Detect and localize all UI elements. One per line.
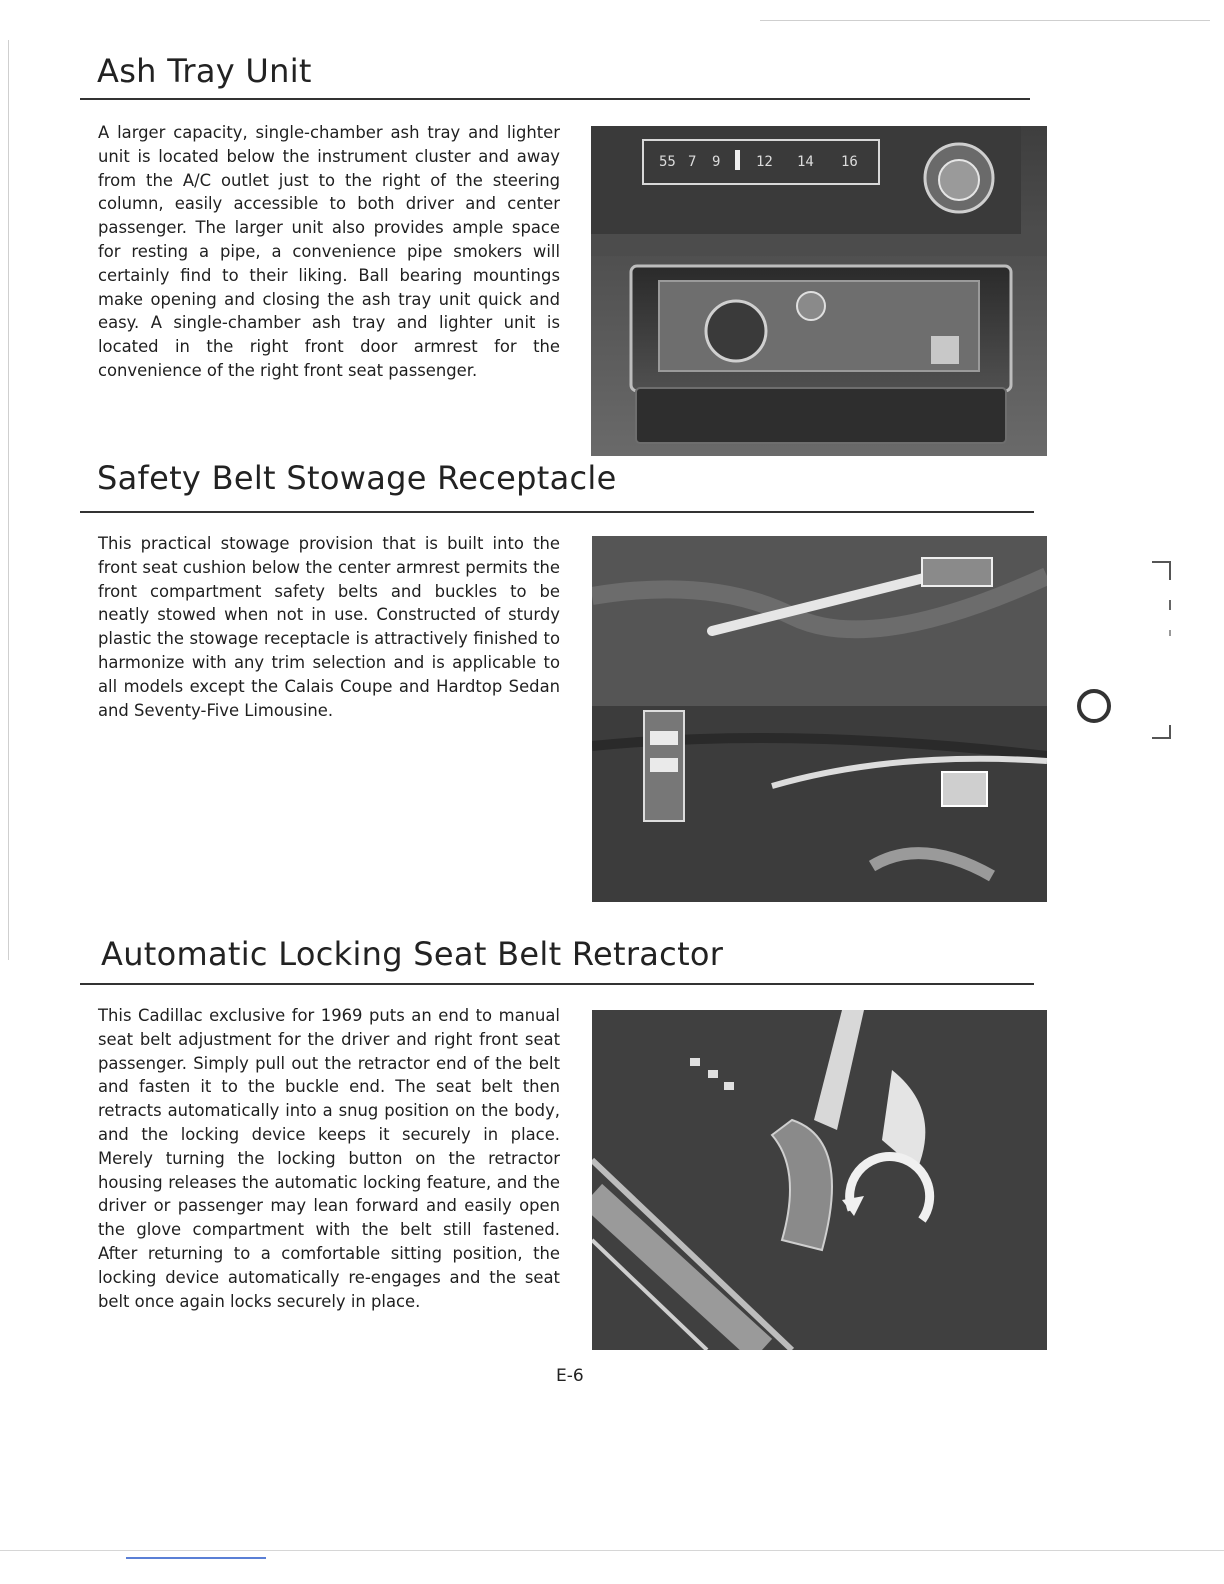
section-title-seat-belt-retractor: Automatic Locking Seat Belt Retractor	[101, 935, 724, 973]
gauge-label-16: 16	[841, 154, 858, 170]
top-edge-rule	[760, 20, 1210, 21]
section-body-safety-belt-stowage: This practical stowage provision that is built into the front seat cushion below the center armrest permits the front compartment safety belts and buckles to be neatly stowed when not in use. Constructed of sturdy plastic the stowage receptacle is attractively finished to harmonize with any trim selection and is applicable to all models except the Calais Coupe and Hardtop Sedan and Seventy-Five Limousine.	[98, 534, 560, 720]
gauge-label-7: 7	[688, 154, 697, 170]
section-rule-safety-belt-stowage	[80, 511, 1034, 513]
footer-rule	[0, 1550, 1224, 1551]
section-rule-ash-tray	[80, 98, 1030, 100]
seat-belt-retractor-photo	[592, 1010, 1047, 1350]
gauge-label-9: 9	[712, 154, 721, 170]
section-title-ash-tray: Ash Tray Unit	[97, 52, 312, 90]
section-rule-seat-belt-retractor	[80, 983, 1034, 985]
section-body-seat-belt-retractor: This Cadillac exclusive for 1969 puts an end to manual seat belt adjustment for the driver and right front seat passenger. Simply pull out the retractor end of the belt and fasten it to the buckle end. The seat belt then retracts automatically into a snug position on the body, and the locking device keeps it securely in place. Merely turning the locking button on the retractor housing releases the automatic locking feature, and the driver or passenger may lean forward and easily open the glove compartment with the belt still fastened. After returning to a comfortable sitting position, the locking device automatically re-engages and the seat belt once again locks securely in place.	[98, 1006, 560, 1311]
gauge-label-12: 12	[756, 154, 773, 170]
footer-accent-line	[126, 1557, 266, 1559]
section-body-ash-tray: A larger capacity, single-chamber ash tray and lighter unit is located below the instrument cluster and away from the A/C outlet just to the right of the steering column, easily accessible to both driver and center passenger. The larger unit also provides ample space for resting a pipe, a convenience pipe smokers will certainly find to their liking. Ball bearing mountings make opening and closing the ash tray unit quick and easy. A single-chamber ash tray and lighter unit is located in the right front door armrest for the convenience of the right front seat passenger.	[98, 123, 560, 380]
left-margin-line	[8, 40, 9, 960]
binder-bracket-mark	[1150, 560, 1190, 750]
page-number: E-6	[556, 1366, 584, 1386]
binder-hole-mark	[1072, 686, 1122, 726]
section-title-safety-belt-stowage: Safety Belt Stowage Receptacle	[97, 459, 617, 497]
safety-belt-stowage-photo	[592, 536, 1047, 902]
gauge-label-14: 14	[797, 154, 814, 170]
gauge-label-55: 55	[659, 154, 676, 170]
ash-tray-photo	[591, 126, 1047, 456]
